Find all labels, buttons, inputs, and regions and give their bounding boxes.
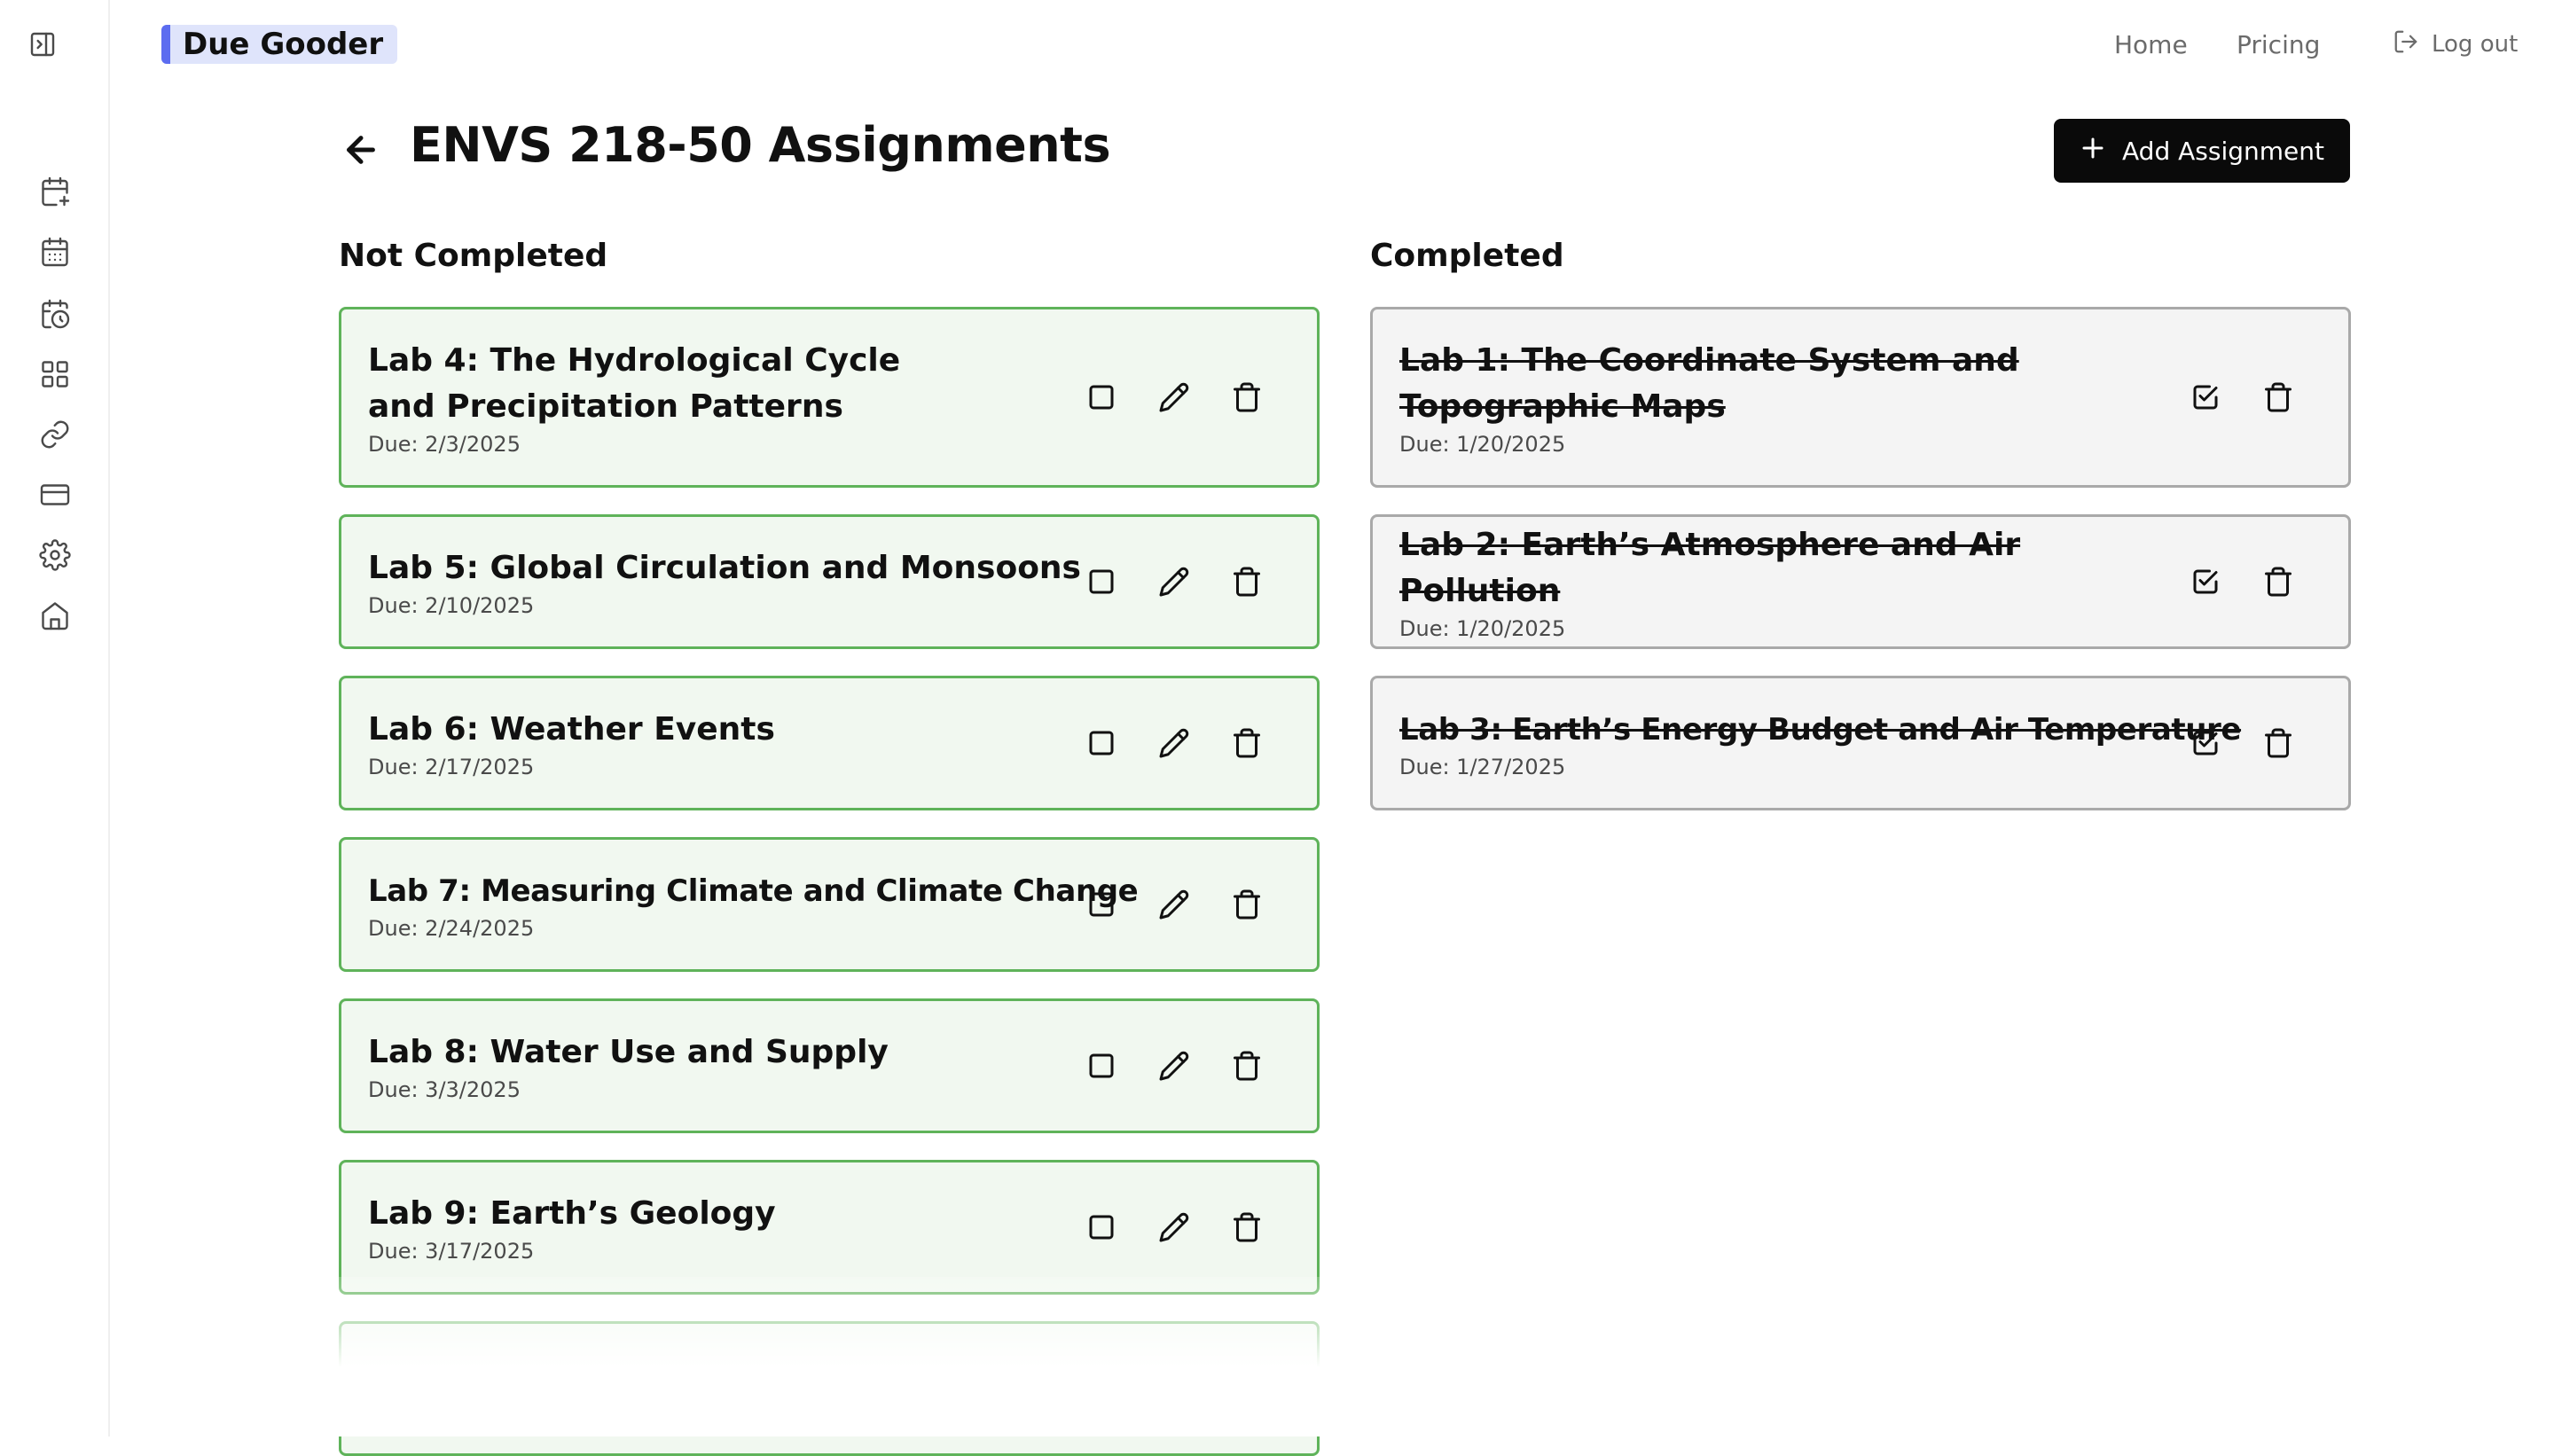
pencil-icon[interactable] xyxy=(1154,1045,1195,1086)
assignment-card[interactable] xyxy=(339,1160,1320,1295)
trash-icon[interactable] xyxy=(1226,723,1267,763)
logout-icon xyxy=(2393,28,2419,61)
nav-pricing-link[interactable]: Pricing xyxy=(2237,29,2321,59)
pencil-icon[interactable] xyxy=(1154,1207,1195,1248)
gear-icon[interactable] xyxy=(0,530,110,580)
assignment-due-date: Due: 1/27/2025 xyxy=(1399,755,1566,779)
assignment-due-date: Due: 2/24/2025 xyxy=(368,916,535,941)
calendar-icon[interactable] xyxy=(0,227,110,277)
assignment-due-date: Due: 1/20/2025 xyxy=(1399,432,1566,457)
assignment-title: Lab 6: Weather Events xyxy=(368,711,775,748)
calendar-clock-icon[interactable] xyxy=(0,289,110,339)
completed-assignment-card[interactable] xyxy=(1370,676,2351,810)
assignment-title: Lab 9: Earth’s Geology xyxy=(368,1195,776,1232)
checkbox-icon[interactable] xyxy=(1081,377,1122,418)
logout-button[interactable] xyxy=(2393,27,2518,62)
nav-home-link[interactable]: Home xyxy=(2114,29,2188,59)
add-assignment-button[interactable] xyxy=(2054,119,2350,183)
trash-icon[interactable] xyxy=(1226,1045,1267,1086)
trash-icon[interactable] xyxy=(2258,377,2299,418)
checkbox-icon[interactable] xyxy=(1081,884,1122,925)
completed-heading: Completed xyxy=(1370,238,1564,274)
assignment-card[interactable] xyxy=(339,998,1320,1133)
credit-card-icon[interactable] xyxy=(0,470,110,520)
assignment-title: Lab 2: Earth’s Atmosphere and Air Pollution xyxy=(1399,527,2021,609)
trash-icon[interactable] xyxy=(2258,723,2299,763)
sidebar xyxy=(0,0,110,1436)
pencil-icon[interactable] xyxy=(1154,377,1195,418)
page-title: ENVS 218-50 Assignments xyxy=(410,117,1111,173)
assignment-card[interactable] xyxy=(339,837,1320,972)
assignment-title: Lab 4: The Hydrological Cycle and Precipitation Patterns xyxy=(368,342,901,425)
scroll-fade xyxy=(337,1277,1330,1383)
assignment-due-date: Due: 3/3/2025 xyxy=(368,1077,521,1102)
home-icon[interactable] xyxy=(0,591,110,640)
checked-checkbox-icon[interactable] xyxy=(2185,723,2226,763)
add-assignment-label: Add Assignment xyxy=(2122,136,2324,166)
link-icon[interactable] xyxy=(0,410,110,459)
panel-toggle-icon[interactable] xyxy=(0,20,98,69)
assignment-due-date: Due: 2/10/2025 xyxy=(368,593,535,618)
assignment-due-date: Due: 2/17/2025 xyxy=(368,755,535,779)
completed-assignment-card[interactable] xyxy=(1370,514,2351,649)
assignment-card[interactable] xyxy=(339,307,1320,488)
back-arrow-icon[interactable] xyxy=(337,126,385,174)
checked-checkbox-icon[interactable] xyxy=(2185,561,2226,602)
assignment-title: Lab 7: Measuring Climate and Climate Change xyxy=(368,873,1139,909)
checkbox-icon[interactable] xyxy=(1081,1045,1122,1086)
trash-icon[interactable] xyxy=(1226,1207,1267,1248)
assignment-title: Lab 5: Global Circulation and Monsoons xyxy=(368,550,1081,586)
assignment-title: Lab 8: Water Use and Supply xyxy=(368,1034,889,1070)
pencil-icon[interactable] xyxy=(1154,561,1195,602)
assignment-due-date: Due: 1/20/2025 xyxy=(1399,616,1566,641)
pencil-icon[interactable] xyxy=(1154,884,1195,925)
trash-icon[interactable] xyxy=(2258,561,2299,602)
assignment-due-date: Due: 2/3/2025 xyxy=(368,432,521,457)
pencil-icon[interactable] xyxy=(1154,723,1195,763)
assignment-card[interactable] xyxy=(339,514,1320,649)
assignment-title: Lab 1: The Coordinate System and Topographic Maps xyxy=(1399,342,2019,425)
checkbox-icon[interactable] xyxy=(1081,1207,1122,1248)
calendar-plus-icon[interactable] xyxy=(0,167,110,216)
completed-assignment-card[interactable] xyxy=(1370,307,2351,488)
grid-icon[interactable] xyxy=(0,349,110,399)
plus-icon xyxy=(2080,135,2106,168)
assignment-due-date: Due: 3/17/2025 xyxy=(368,1239,535,1264)
assignment-title: Lab 3: Earth’s Energy Budget and Air Temperature xyxy=(1399,712,2242,748)
assignment-card[interactable] xyxy=(339,676,1320,810)
not-completed-heading: Not Completed xyxy=(339,238,608,274)
brand-logo[interactable]: Due Gooder xyxy=(161,25,397,64)
logout-label: Log out xyxy=(2432,31,2519,58)
checkbox-icon[interactable] xyxy=(1081,723,1122,763)
trash-icon[interactable] xyxy=(1226,884,1267,925)
page-bottom xyxy=(112,1370,2554,1436)
checked-checkbox-icon[interactable] xyxy=(2185,377,2226,418)
trash-icon[interactable] xyxy=(1226,561,1267,602)
checkbox-icon[interactable] xyxy=(1081,561,1122,602)
trash-icon[interactable] xyxy=(1226,377,1267,418)
